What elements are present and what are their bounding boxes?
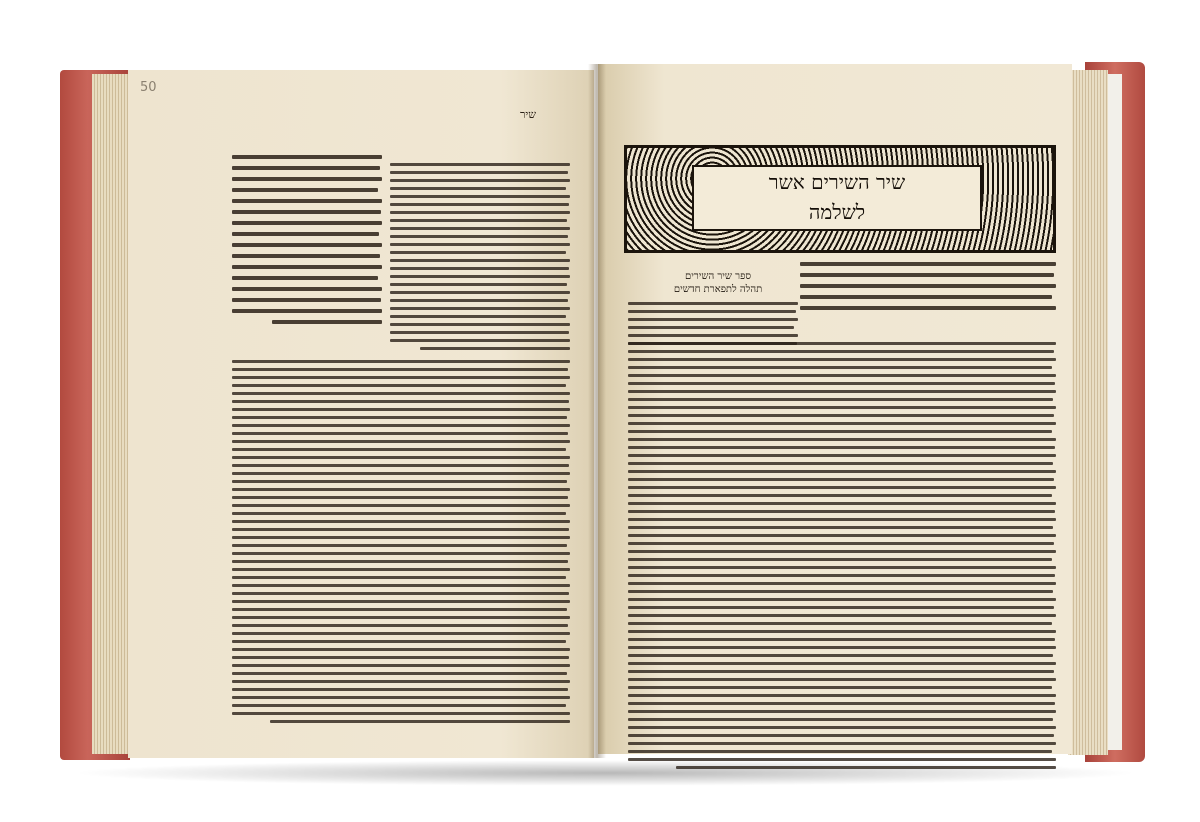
title-box — [692, 165, 982, 231]
title-line-1: שיר השירים אשר — [768, 170, 906, 194]
subheading-line-1: ספר שיר השירים — [684, 271, 752, 282]
subheading — [648, 270, 788, 296]
left-verse-block — [232, 155, 382, 331]
right-verse-block — [800, 262, 1056, 317]
left-commentary-top — [390, 163, 570, 355]
running-head: שיר — [520, 108, 537, 121]
right-page-edges — [1068, 70, 1108, 755]
left-commentary-bottom — [232, 360, 570, 728]
left-page-edges — [92, 74, 128, 754]
folio-number: 50 — [140, 80, 157, 95]
subheading-line-2: תהלה לתפארת חדשים — [673, 284, 763, 295]
right-commentary-main — [628, 342, 1056, 774]
book-gutter — [588, 64, 606, 758]
title-line-2: לשלמה — [808, 200, 866, 224]
